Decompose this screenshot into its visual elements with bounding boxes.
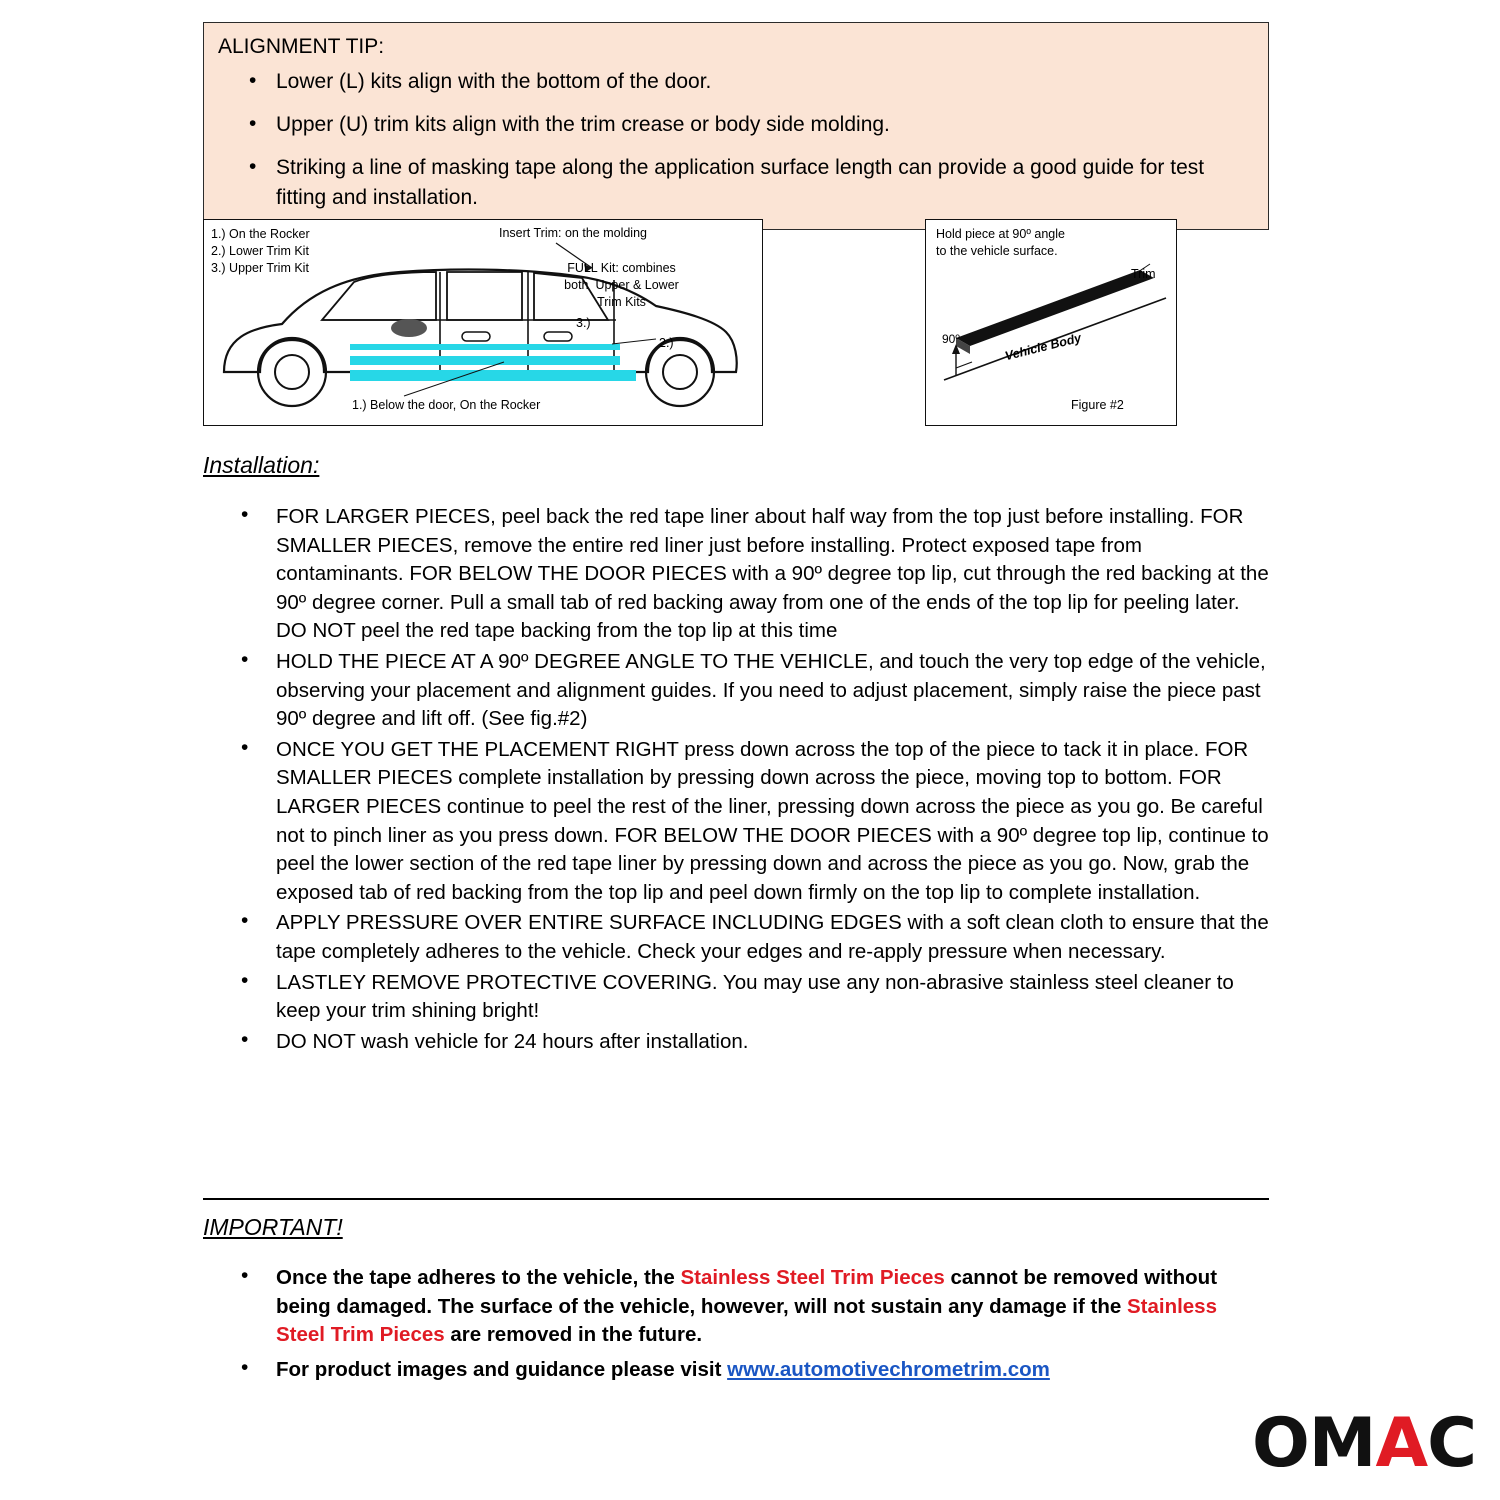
alignment-tip-box xyxy=(203,22,1269,230)
list-item: • APPLY PRESSURE OVER ENTIRE SURFACE INCLUDING EDGES with a soft clean cloth to ensure that the tape completely adheres to the vehicle. Check your edges and re-apply pressure when necessary. xyxy=(235,909,1270,966)
omac-logo xyxy=(1251,1404,1476,1483)
logo-a: A xyxy=(1375,1404,1428,1483)
logo-c: C xyxy=(1427,1404,1476,1483)
label-lower-trim: 2.) xyxy=(659,336,674,350)
angle-label: 90º xyxy=(942,332,960,346)
list-item: • LASTLEY REMOVE PROTECTIVE COVERING. You may use any non-abrasive stainless steel cleaner to keep your trim shining bright! xyxy=(235,969,1270,1026)
trim-label: Trim xyxy=(1131,267,1156,281)
full-kit-caption: FULL Kit: combines both Upper & Lower Trim Kits xyxy=(564,261,679,309)
important-text-part3: are removed in the future. xyxy=(444,1323,703,1347)
important-highlight-1: Stainless Steel Trim Pieces xyxy=(680,1266,945,1289)
figure-row xyxy=(203,219,1269,429)
below-door-caption: 1.) Below the door, On the Rocker xyxy=(352,398,541,412)
installation-heading: Installation: xyxy=(203,452,320,478)
insert-trim-caption: Insert Trim: on the molding xyxy=(499,226,647,240)
list-item: • HOLD THE PIECE AT A 90º DEGREE ANGLE TO THE VEHICLE, and touch the very top edge of the vehicle, observing your placement and alignment guides. If you need to adjust placement, simply raise the piece past 90º degree and lift off. (See fig.#2) xyxy=(235,648,1270,734)
car-diagram-figure xyxy=(203,219,763,426)
important-text-part2: cannot be removed without being damaged. The surface of the vehicle, however, will not sustain any damage if the xyxy=(276,1266,1218,1318)
website-link[interactable]: www.automotivechrometrim.com xyxy=(727,1357,1050,1381)
list-item: • DO NOT wash vehicle for 24 hours after installation. xyxy=(235,1028,1270,1057)
important-highlight-2: Stainless Steel Trim Pieces xyxy=(276,1294,1217,1347)
important-text-part1: Once the tape adheres to the vehicle, the xyxy=(276,1266,681,1289)
list-item xyxy=(235,1264,1270,1350)
figure-legend: 1.) On the Rocker 2.) Lower Trim Kit 3.) Upper Trim Kit xyxy=(211,227,310,275)
alignment-tip-title: ALIGNMENT TIP: xyxy=(218,35,385,58)
visit-text: For product images and guidance please visit xyxy=(276,1357,728,1381)
list-item: • Lower (L) kits align with the bottom of the door. xyxy=(276,67,1254,97)
list-item: • Upper (U) trim kits align with the trim crease or body side molding. xyxy=(276,110,1254,140)
angle-diagram-figure xyxy=(925,219,1177,426)
important-heading: IMPORTANT! xyxy=(203,1214,343,1240)
logo-om: OM xyxy=(1251,1404,1376,1483)
alignment-tip-list xyxy=(218,67,1254,213)
important-list xyxy=(235,1264,1270,1390)
vehicle-body-label: Vehicle Body xyxy=(1003,330,1083,364)
installation-list xyxy=(235,503,1270,1058)
hold-piece-caption: Hold piece at 90º angle to the vehicle surface. xyxy=(936,227,1065,258)
list-item: • Striking a line of masking tape along the application surface length can provide a good guide for test fitting and installation. xyxy=(276,153,1254,213)
list-item: • ONCE YOU GET THE PLACEMENT RIGHT press down across the top of the piece to tack it in place. FOR SMALLER PIECES complete installation by pressing down across the piece, moving top to bottom. FOR LARGER PIECES continue to peel the rest of the liner, pressing down across the piece as you go. Be careful not to pinch liner as you press down. FOR BELOW THE DOOR PIECES with a 90º degree top lip, continue to peel the lower section of the red tape liner by pressing down and across the piece as you go. Now, grab the exposed tab of red backing from the top lip and peel down firmly on the top lip to complete installation. xyxy=(235,736,1270,908)
list-item: • FOR LARGER PIECES, peel back the red tape liner about half way from the top just before installing. FOR SMALLER PIECES, remove the entire red liner just before installing. Protect exposed tape from contaminants. FOR BELOW THE DOOR PIECES with a 90º degree top lip, cut through the red backing at the 90º degree corner. Pull a small tab of red backing away from one of the ends of the top lip for peeling later. DO NOT peel the red tape backing from the top lip at this time xyxy=(235,503,1270,646)
list-item xyxy=(235,1356,1270,1385)
section-divider xyxy=(203,1198,1269,1200)
label-upper-trim: 3.) xyxy=(576,316,591,330)
figure-number-label: Figure #2 xyxy=(1071,398,1124,412)
